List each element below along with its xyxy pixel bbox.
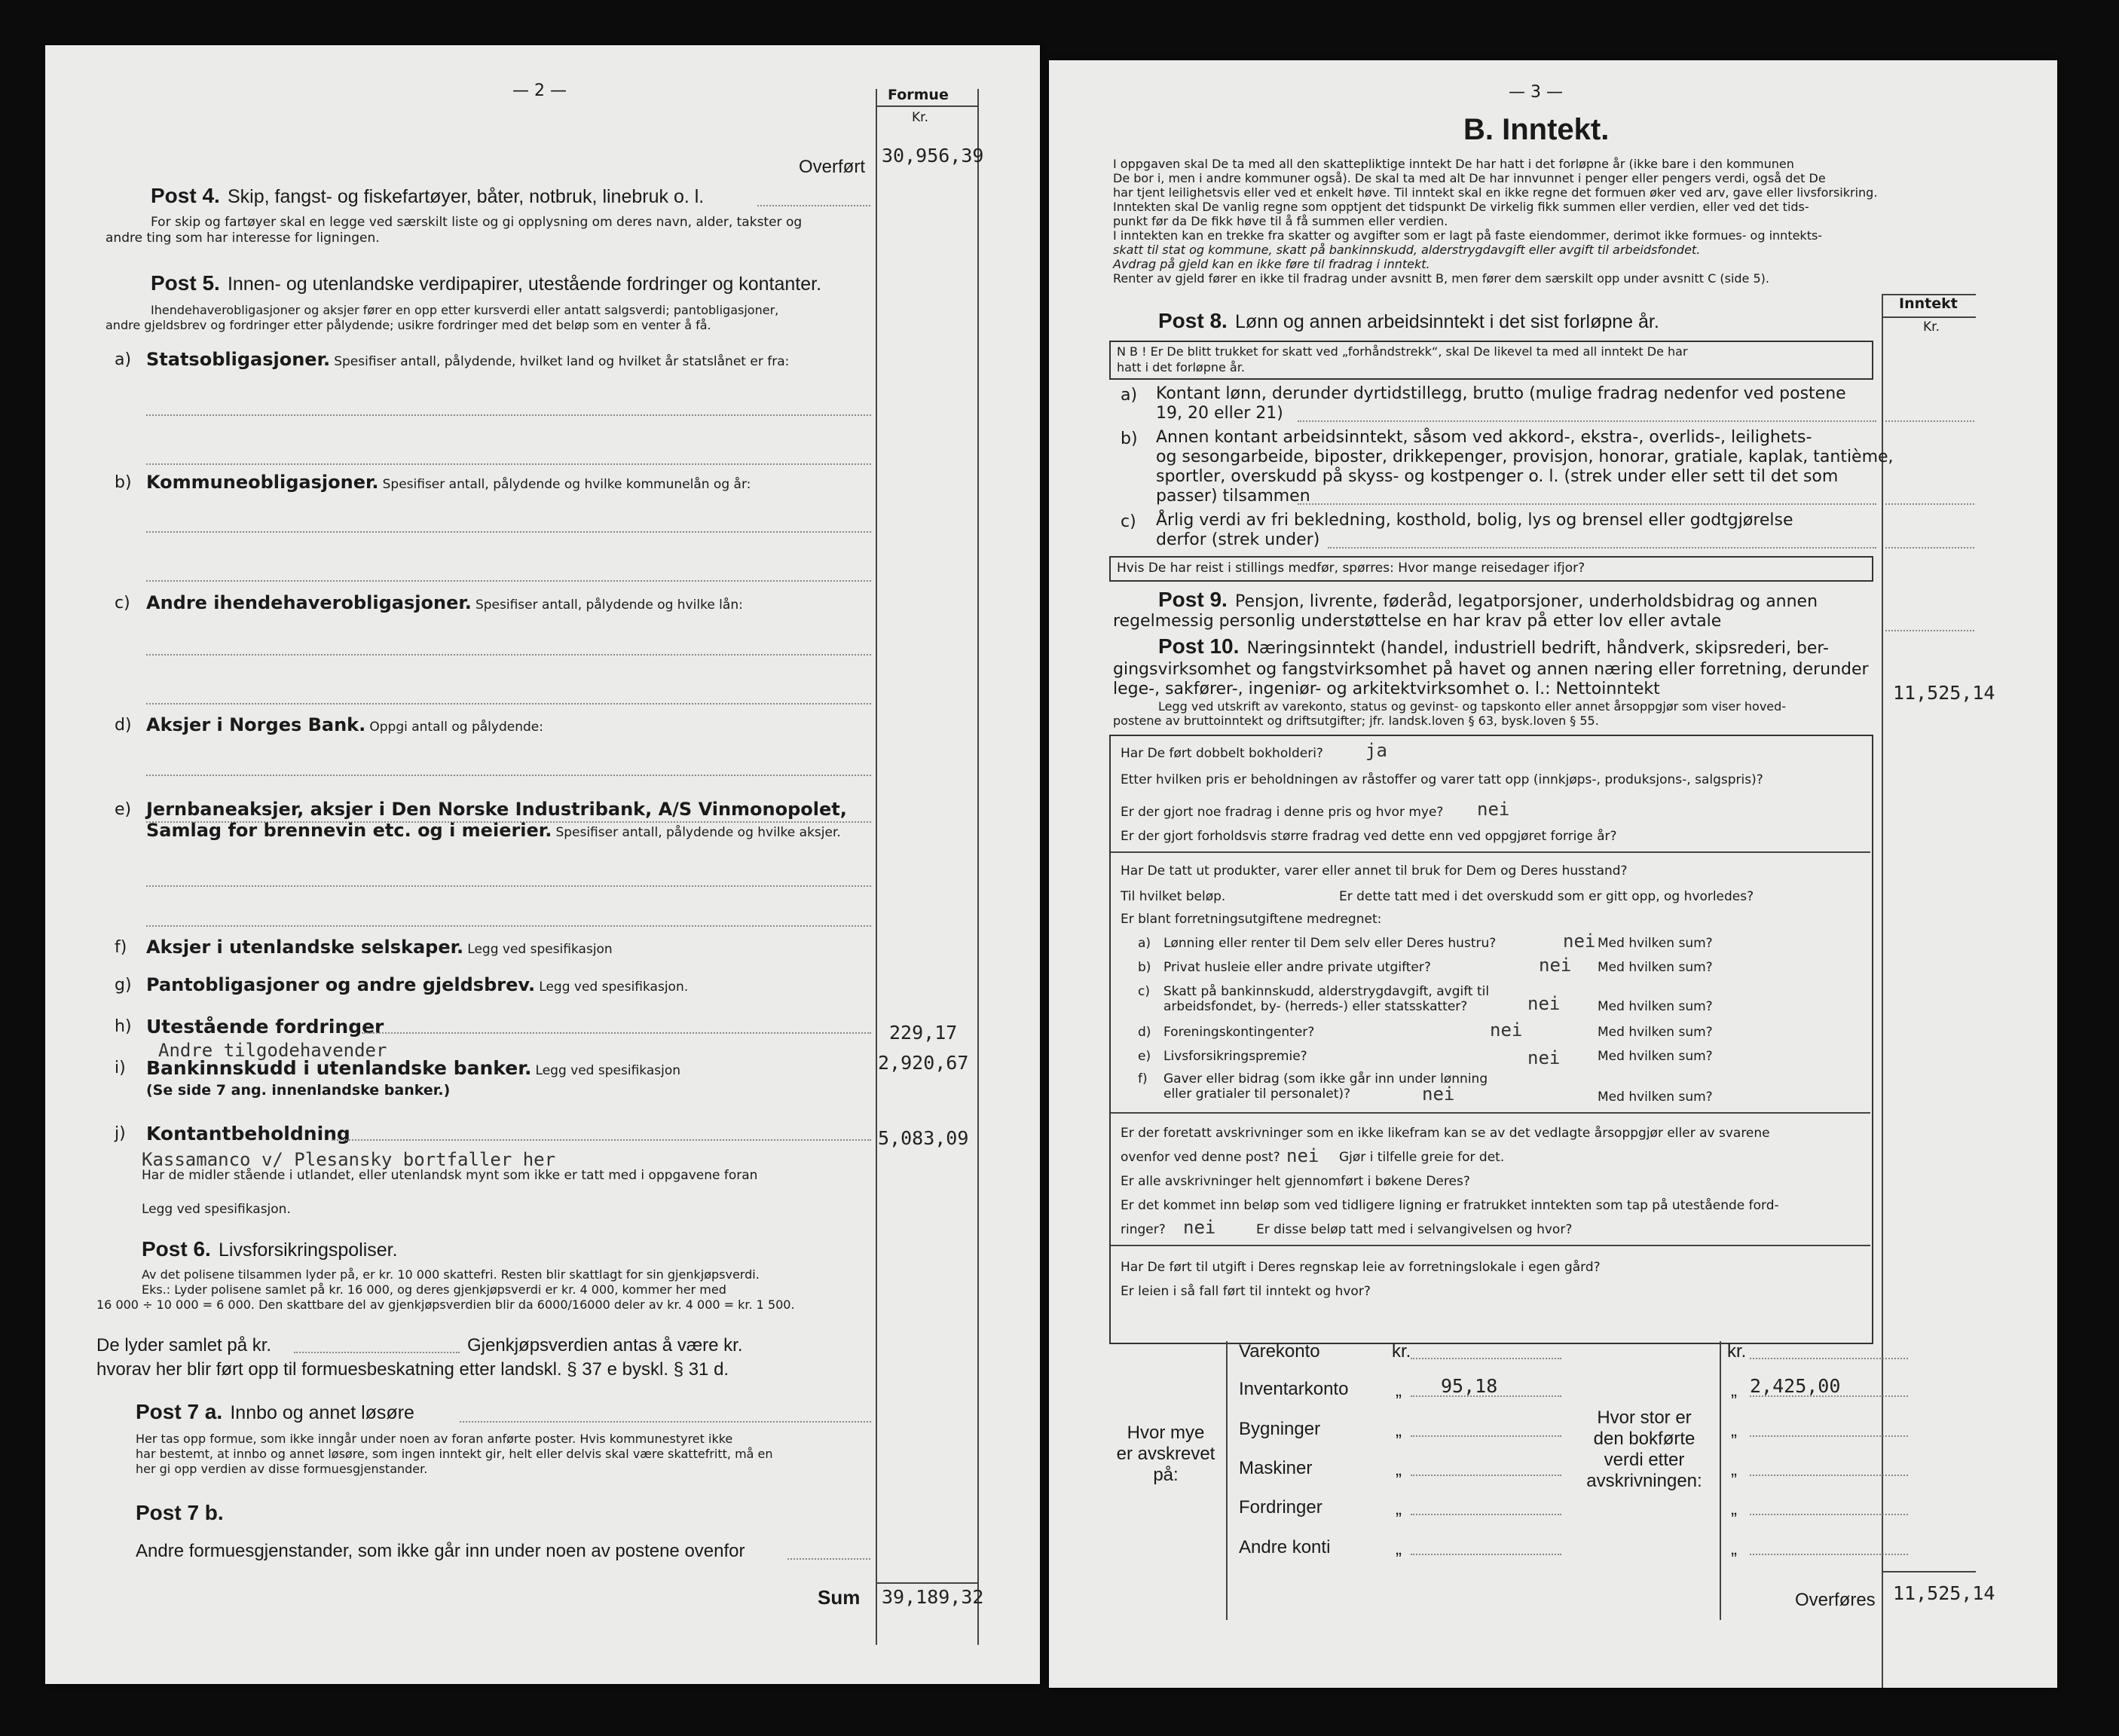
item-h-letter: h) — [115, 1017, 132, 1036]
item-d-letter: d) — [115, 716, 132, 735]
sub-f-answer: nei — [1422, 1083, 1455, 1105]
item-h-value: 229,17 — [889, 1022, 958, 1044]
formue-column-right-rule — [977, 89, 979, 1645]
sub-f-text-2: eller gratialer til personalet)? — [1163, 1087, 1351, 1102]
sum-label: Sum — [818, 1586, 861, 1609]
item-b-text: Spesifiser antall, pålydende og hvilke kommunelån og år: — [382, 477, 751, 492]
item-i-text: Legg ved spesifikasjon — [535, 1063, 680, 1078]
q6b: Er dette tatt med i det overskudd som er gitt opp, og hvorledes? — [1339, 889, 1754, 904]
post-5-heading — [151, 271, 821, 295]
dot-leader — [1298, 503, 1876, 505]
post-8-a-line-2: 19, 20 eller 21) — [1156, 404, 1283, 423]
dot-leader — [460, 1421, 871, 1423]
q8-answer: nei — [1286, 1145, 1319, 1166]
inntekt-column-left-rule — [1882, 294, 1883, 1688]
q10a: Er det kommet inn beløp som ved tidligere ligning er fratrukket inntekten som tap på utestående ford- — [1121, 1198, 1779, 1213]
amount-line — [1750, 1514, 1908, 1515]
sub-c-text-1: Skatt på bankinnskudd, alderstrygdavgift, avgift til — [1163, 984, 1490, 999]
sub-a-letter: a) — [1138, 936, 1151, 951]
post-8-heading — [1158, 309, 1659, 333]
amount-line — [1750, 1395, 1908, 1397]
sum-value: 39,189,32 — [882, 1586, 984, 1608]
amount-line — [1885, 547, 1974, 549]
item-c — [146, 592, 743, 613]
post-6-title: Post 6. — [142, 1237, 211, 1261]
avskr-row-value: 95,18 — [1441, 1375, 1498, 1397]
post-7a-note-3: her gi opp verdien av disse formuesgjenstander. — [136, 1462, 428, 1476]
post-6-text: Livsforsikringspoliser. — [218, 1239, 398, 1261]
inntekt-header-rule — [1882, 316, 1976, 318]
post-7b-title: Post 7 b. — [136, 1501, 224, 1524]
post-7a-note-1: Her tas opp formue, som ikke inngår under noen av foran anførte poster. Hvis kommunestyret ikke — [136, 1432, 733, 1446]
item-f-text: Legg ved spesifikasjon — [467, 942, 613, 957]
item-j-handwritten: Kassamanco v/ Plesansky bortfaller her — [142, 1149, 556, 1170]
reise-question: Hvis De har reist i stillings medfør, spørres: Hvor mange reisedager ifjor? — [1117, 561, 1585, 576]
dot-leader — [1298, 420, 1876, 422]
avskr-row-kr: kr. — [1392, 1341, 1411, 1362]
q3-answer: nei — [1477, 799, 1510, 820]
q3: Er der gjort noe fradrag i denne pris og hvor mye? — [1121, 805, 1444, 820]
avskr-row-name: Andre konti — [1239, 1537, 1331, 1557]
nb-box — [1109, 341, 1873, 380]
post-4-title: Post 4. — [151, 184, 220, 207]
dot-line — [294, 1352, 460, 1353]
post-6-note-3: 16 000 ÷ 10 000 = 6 000. Den skattbare del av gjenkjøpsverdien blir da 6000/16000 deler av kr. 4 000 = kr. 1 500. — [96, 1297, 795, 1312]
post-5-note-2: andre gjeldsbrev og fordringer etter pålydende; usikre fordringer med det beløp som en venter å få. — [105, 318, 711, 332]
section-divider — [1111, 851, 1870, 853]
sub-e-sum: Med hvilken sum? — [1598, 1049, 1713, 1064]
q11: Har De ført til utgift i Deres regnskap leie av forretningslokale i egen gård? — [1121, 1260, 1601, 1275]
item-e-letter: e) — [115, 800, 132, 819]
dot-leader — [787, 1558, 870, 1560]
overfores-rule — [1882, 1571, 1976, 1572]
intro-3: har tjent leilighetsvis eller ved et enkelt høve. Til inntekt skal en ikke regne det formuen øker ved arv, gave eller livsforsikring. — [1113, 185, 1878, 200]
sub-c-answer: nei — [1527, 993, 1561, 1014]
post-8-c-letter: c) — [1121, 512, 1136, 531]
item-g-title: Pantobligasjoner og andre gjeldsbrev. — [146, 974, 536, 995]
reise-box — [1109, 556, 1873, 582]
dot-leader — [332, 1139, 871, 1141]
sub-c-text-2: arbeidsfondet, by- (herreds-) eller statsskatter? — [1163, 999, 1468, 1014]
item-a-letter: a) — [115, 350, 132, 369]
sub-b-letter: b) — [1138, 960, 1151, 975]
item-b — [146, 472, 751, 493]
sub-d-letter: d) — [1138, 1025, 1151, 1040]
dot-leader — [362, 1032, 871, 1034]
item-a — [146, 349, 789, 370]
avskr-left-rule — [1226, 1341, 1228, 1620]
post-9-title: Post 9. — [1158, 588, 1228, 611]
sub-d-answer: nei — [1490, 1019, 1523, 1041]
inntekt-column-header: Inntekt — [1899, 295, 1958, 312]
intro-6: I inntekten kan en trekke fra skatter og avgifter som er lagt på faste eiendommer, derimot ikke formues- og inntekts- — [1113, 228, 1823, 243]
amount-line — [1411, 1395, 1561, 1397]
post-8-a-line-1: Kontant lønn, derunder dyrtidstillegg, brutto (mulige fradrag nedenfor ved postene — [1156, 384, 1846, 403]
avskr-left-label-1: Hvor mye — [1127, 1423, 1205, 1443]
item-b-title: Kommuneobligasjoner. — [146, 472, 379, 493]
avskr-row-kr: „ — [1396, 1499, 1402, 1519]
sub-f-text-1: Gaver eller bidrag (som ikke går inn under lønning — [1163, 1071, 1488, 1087]
item-b-letter: b) — [115, 473, 132, 492]
sub-a-answer: nei — [1563, 931, 1596, 952]
intro-1: I oppgaven skal De ta med all den skattepliktige inntekt De har hatt i det forløpne år (ikke bare i den kommunen — [1113, 157, 1794, 171]
q1: Har De ført dobbelt bokholderi? — [1121, 746, 1323, 761]
item-g-letter: g) — [115, 976, 132, 995]
section-title: B. Inntekt. — [1463, 113, 1610, 146]
item-f-letter: f) — [115, 938, 127, 957]
amount-line — [1411, 1554, 1561, 1555]
section-divider — [1111, 1112, 1870, 1114]
post-4-text: Skip, fangst- og fiskefartøyer, båter, notbruk, linebruk o. l. — [227, 186, 705, 207]
inntekt-column-unit: Kr. — [1923, 319, 1940, 335]
q6a: Til hvilket beløp. — [1121, 889, 1226, 904]
post-7b-text: Andre formuesgjenstander, som ikke går inn under noen av postene ovenfor — [136, 1541, 745, 1561]
sub-d-text: Foreningskontingenter? — [1163, 1025, 1315, 1040]
dot-line — [146, 703, 871, 704]
sub-a-text: Lønning eller renter til Dem selv eller Deres hustru? — [1163, 936, 1497, 951]
item-f — [146, 937, 613, 958]
avskr-row-kr: „ — [1396, 1539, 1402, 1559]
avskr-row-kr: „ — [1396, 1420, 1402, 1441]
post-9-line-1 — [1158, 588, 1818, 612]
post-8-c-line-2: derfor (strek under) — [1156, 530, 1320, 549]
avskr-row-name: Bygninger — [1239, 1419, 1321, 1439]
avskr-row-name: Maskiner — [1239, 1458, 1313, 1478]
q4: Er der gjort forholdsvis større fradrag ved dette enn ved oppgjøret forrige år? — [1121, 829, 1617, 844]
overfores-value: 11,525,14 — [1893, 1582, 1995, 1604]
item-d-title: Aksjer i Norges Bank. — [146, 714, 366, 735]
post-10-value: 11,525,14 — [1893, 682, 1995, 704]
avskr-row-kr2: „ — [1731, 1499, 1737, 1519]
post-8-b-line-4: passer) tilsammen — [1156, 487, 1310, 506]
item-d — [146, 714, 543, 735]
item-e-text: Spesifiser antall, pålydende og hvilke aksjer. — [555, 825, 841, 840]
avskr-right-rule — [1720, 1341, 1721, 1620]
item-i-letter: i) — [115, 1059, 126, 1077]
avskr-row-kr: „ — [1396, 1380, 1402, 1401]
item-d-text: Oppgi antall og pålydende: — [369, 720, 543, 735]
intro-7: skatt til stat og kommune, skatt på bankinnskudd, alderstrygdavgift eller avgift til arbeidsfondet. — [1113, 243, 1701, 257]
avskr-row-name: Fordringer — [1239, 1497, 1322, 1517]
sub-e-text: Livsforsikringspremie? — [1163, 1049, 1307, 1064]
post-10-text: Næringsinntekt (handel, industriell bedrift, håndverk, skipsrederi, ber- — [1246, 639, 1829, 658]
post-6-line-1a: De lyder samlet på kr. — [96, 1335, 272, 1355]
item-j-letter: j) — [115, 1124, 126, 1143]
sub-c-letter: c) — [1138, 984, 1150, 999]
dot-line — [146, 925, 871, 927]
amount-line — [1411, 1358, 1561, 1359]
nb-line-2: hatt i det forløpne år. — [1117, 360, 1245, 374]
q5: Har De tatt ut produkter, varer eller annet til bruk for Dem og Deres husstand? — [1121, 863, 1628, 879]
q2: Etter hvilken pris er beholdningen av råstoffer og varer tatt opp (innkjøps-, produksjons-, salgspris)? — [1121, 772, 1763, 787]
item-e-line-2 — [146, 820, 841, 841]
post-10-line-2: gingsvirksomhet og fangstvirksomhet på havet og annen næring eller forretning, derunder — [1113, 660, 1869, 679]
avskr-row-value2: 2,425,00 — [1750, 1375, 1841, 1397]
q8b: ovenfor ved denne post? — [1121, 1150, 1280, 1165]
formue-column-left-rule — [876, 89, 877, 1645]
item-g — [146, 974, 688, 995]
avskr-row-name: Varekonto — [1239, 1341, 1320, 1362]
sub-c-sum: Med hvilken sum? — [1598, 999, 1713, 1014]
post-7a-text: Innbo og annet løsøre — [230, 1402, 414, 1423]
item-j-title: Kontantbeholdning — [146, 1123, 350, 1145]
overfort-label: Overført — [799, 157, 865, 177]
avskr-left-label-3: på: — [1153, 1465, 1179, 1485]
item-j-value: 5,083,09 — [878, 1127, 969, 1149]
dot-line — [146, 654, 871, 656]
q1-answer: ja — [1365, 740, 1387, 761]
sub-e-letter: e) — [1138, 1049, 1151, 1064]
post-10-line-5: postene av bruttoinntekt og driftsutgifter; jfr. landsk.loven § 63, bysk.loven § 55. — [1113, 714, 1599, 728]
intro-5: punkt før da De fikk høve til å få summen eller verdien. — [1113, 214, 1448, 228]
amount-line — [1750, 1358, 1908, 1359]
amount-line — [1885, 503, 1974, 505]
avskr-row-kr2: „ — [1731, 1459, 1737, 1480]
item-a-title: Statsobligasjoner. — [146, 349, 331, 370]
formue-column-unit: Kr. — [912, 110, 928, 125]
post-9-text: Pensjon, livrente, føderåd, legatporsjoner, underholdsbidrag og annen — [1234, 592, 1818, 611]
nb-line-1: N B ! Er De blitt trukket for skatt ved „forhåndstrekk“, skal De likevel ta med all inntekt De har — [1117, 344, 1688, 359]
intro-2: De bor i, men i andre kommuner også). De skal ta med alt De har innvunnet i penger eller pengers verdi, også det De — [1113, 171, 1826, 185]
post-10-title: Post 10. — [1158, 634, 1240, 658]
amount-line — [1885, 420, 1974, 422]
item-i-value: 2,920,67 — [878, 1052, 969, 1074]
post-8-c-line-1: Årlig verdi av fri bekledning, kosthold, bolig, lys og brensel eller godtgjørelse — [1156, 511, 1793, 530]
post-8-b-line-1: Annen kontant arbeidsinntekt, såsom ved akkord-, ekstra-, overlids-, leilighets- — [1156, 428, 1812, 447]
post-5-title: Post 5. — [151, 271, 220, 295]
avskr-row-kr2: „ — [1731, 1380, 1737, 1401]
overfores-label: Overføres — [1795, 1590, 1876, 1610]
post-7a-note-2: har bestemt, at innbo og annet løsøre, som ingen inntekt gir, helt eller delvis skal være skattefritt, må en — [136, 1447, 773, 1461]
post-4-note-1: For skip og fartøyer skal en legge ved særskilt liste og gi opplysning om deres navn, alder, takster og — [151, 215, 803, 230]
amount-line — [1750, 1554, 1908, 1555]
item-i-title: Bankinnskudd i utenlandske banker. — [146, 1057, 532, 1079]
avskr-right-label-4: avskrivningen: — [1586, 1471, 1702, 1491]
intro-4: Inntekten skal De vanlig regne som opptjent det tidspunkt De virkelig fikk summen eller verdien, eller ved det tids- — [1113, 200, 1809, 214]
page-number: — 3 — — [1509, 83, 1563, 102]
post-5-note-1: Ihendehaverobligasjoner og aksjer fører en opp etter kursverdi eller antatt salgsverdi; pantobligasjoner, — [151, 303, 779, 317]
sub-b-answer: nei — [1539, 955, 1572, 976]
item-g-text: Legg ved spesifikasjon. — [539, 980, 689, 995]
q8a: Er der foretatt avskrivninger som en ikke likefram kan se av det vedlagte årsoppgjør eller av svarene — [1121, 1126, 1770, 1141]
item-i — [146, 1057, 680, 1079]
post-8-a-letter: a) — [1121, 386, 1138, 405]
intro-8: Avdrag på gjeld kan en ikke føre til fradrag i inntekt. — [1113, 257, 1430, 271]
item-i-subnote: (Se side 7 ang. innenlandske banker.) — [146, 1082, 451, 1099]
sub-a-sum: Med hvilken sum? — [1598, 936, 1713, 951]
post-6-note-2: Eks.: Lyder polisene samlet på kr. 16 000, og deres gjenkjøpsverdi er kr. 4 000, kommer her med — [142, 1282, 726, 1297]
dot-line — [146, 775, 871, 776]
post-6-note-1: Av det polisene tilsammen lyder på, er kr. 10 000 skattefri. Resten blir skattlagt for sin gjenkjøpsverdi. — [142, 1267, 760, 1282]
amount-line — [1750, 1435, 1908, 1437]
sum-rule — [876, 1582, 979, 1584]
avskr-right-label-1: Hvor stor er — [1597, 1407, 1692, 1428]
post-8-b-letter: b) — [1121, 429, 1138, 448]
post-8-b-line-3: sportler, overskudd på skyss- og kostpenger o. l. (strek under eller sett til det som — [1156, 467, 1839, 486]
dot-line — [146, 885, 871, 887]
item-j-note: Har de midler stående i utlandet, eller utenlandsk mynt som ikke er tatt med i oppgavene foran — [142, 1168, 758, 1183]
q7: Er blant forretningsutgiftene medregnet: — [1121, 912, 1382, 927]
post-10-line-1 — [1158, 634, 1829, 659]
page-3 — [1049, 60, 2057, 1688]
post-6-line-2: hvorav her blir ført opp til formuesbeskatning etter landskl. § 37 e byskl. § 31 d. — [96, 1359, 729, 1380]
post-10-line-4: Legg ved utskrift av varekonto, status og gevinst- og tapskonto eller annet årsoppgjør som viser hoved- — [1158, 699, 1787, 714]
page-2 — [45, 45, 1040, 1684]
section-divider — [1111, 1245, 1870, 1246]
avskr-row-kr2: „ — [1731, 1420, 1737, 1441]
formue-column-header: Formue — [888, 87, 949, 103]
post-5-text: Innen- og utenlandske verdipapirer, utestående fordringer og kontanter. — [227, 274, 822, 295]
q10c: Er disse beløp tatt med i selvangivelsen og hvor? — [1256, 1222, 1573, 1237]
overfort-value: 30,956,39 — [882, 145, 984, 167]
dot-leader — [757, 205, 870, 206]
post-7a-title: Post 7 a. — [136, 1400, 223, 1423]
avskr-row-kr2: kr. — [1727, 1341, 1747, 1362]
post-9-line-2: regelmessig personlig understøttelse en har krav på etter lov eller avtale — [1113, 612, 1722, 631]
q10b: ringer? — [1121, 1222, 1166, 1237]
post-6-heading — [142, 1237, 398, 1261]
post-6-line-1b: Gjenkjøpsverdien antas å være kr. — [467, 1335, 743, 1355]
amount-line — [1750, 1475, 1908, 1476]
post-10-line-3: lege-, sakfører-, ingeniør- og arkitektvirksomhet o. l.: Nettoinntekt — [1113, 680, 1660, 698]
item-j-note-2: Legg ved spesifikasjon. — [142, 1202, 291, 1217]
dot-leader — [1328, 547, 1876, 549]
amount-line — [1411, 1475, 1561, 1476]
page-number: — 2 — — [512, 81, 567, 100]
avskr-left-label-2: er avskrevet — [1116, 1444, 1215, 1464]
post-8-title: Post 8. — [1158, 309, 1228, 332]
item-e-title-2: Samlag for brennevin etc. og i meierier. — [146, 820, 552, 841]
dot-line — [146, 580, 871, 582]
formue-header-rule — [876, 105, 979, 107]
sub-f-sum: Med hvilken sum? — [1598, 1090, 1713, 1105]
item-h-handwritten: Andre tilgodehavender — [158, 1040, 387, 1061]
post-8-b-line-2: og sesongarbeide, biposter, drikkepenger, provisjon, honorar, gratiale, kaplak, tantième, — [1156, 448, 1894, 466]
amount-line — [1411, 1435, 1561, 1437]
post-4-note-2: andre ting som har interesse for ligningen. — [105, 231, 380, 246]
dot-line — [146, 463, 871, 465]
item-h-title: Utestående fordringer — [146, 1016, 384, 1038]
sub-e-answer: nei — [1527, 1047, 1561, 1068]
avskr-row-kr: „ — [1396, 1459, 1402, 1480]
q9: Er alle avskrivninger helt gjennomført i bøkene Deres? — [1121, 1174, 1470, 1189]
avskr-right-label-2: den bokførte — [1593, 1429, 1696, 1449]
sub-f-letter: f) — [1138, 1071, 1148, 1087]
q8c: Gjør i tilfelle greie for det. — [1339, 1150, 1505, 1165]
amount-line — [1885, 630, 1974, 631]
sub-b-sum: Med hvilken sum? — [1598, 960, 1713, 975]
item-a-text: Spesifiser antall, pålydende, hvilket land og hvilket år statslånet er fra: — [334, 354, 790, 369]
avskr-row-name: Inventarkonto — [1239, 1379, 1349, 1399]
item-c-title: Andre ihendehaverobligasjoner. — [146, 592, 472, 613]
item-f-title: Aksjer i utenlandske selskaper. — [146, 937, 464, 958]
post-4-heading — [151, 184, 704, 208]
avskr-row-kr2: „ — [1731, 1539, 1737, 1559]
intro-9: Renter av gjeld fører en ikke til fradrag under avsnitt B, men fører dem særskilt opp under avsnitt C (side 5). — [1113, 271, 1769, 286]
q12: Er leien i så fall ført til inntekt og hvor? — [1121, 1284, 1371, 1299]
avskr-right-label-3: verdi etter — [1604, 1450, 1685, 1470]
dot-line — [146, 414, 871, 416]
q10-answer: nei — [1183, 1217, 1216, 1238]
item-c-letter: c) — [115, 594, 130, 613]
sub-b-text: Privat husleie eller andre private utgifter? — [1163, 960, 1431, 975]
item-c-text: Spesifiser antall, pålydende og hvilke lån: — [475, 598, 743, 613]
post-8-text: Lønn og annen arbeidsinntekt i det sist forløpne år. — [1234, 311, 1659, 332]
dot-line — [146, 531, 871, 533]
amount-line — [1411, 1514, 1561, 1515]
item-e-title-1: Jernbaneaksjer, aksjer i Den Norske Industribank, A/S Vinmonopolet, — [146, 799, 847, 820]
sub-d-sum: Med hvilken sum? — [1598, 1025, 1713, 1040]
post-7a-heading — [136, 1400, 414, 1424]
